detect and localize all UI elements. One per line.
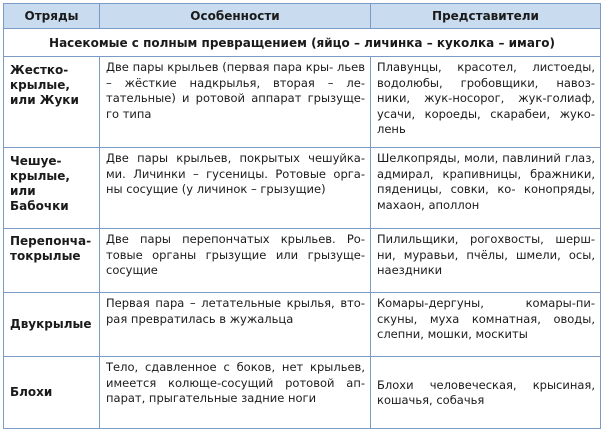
representatives-cell: Шелкопряды, моли, павлиний глаз, адмирал, крапивницы, бражники, пяденицы, совки, ко- конопряды, махаон, аполлон [371,148,601,229]
order-cell: Чешуе- крылые, или Бабочки [4,148,100,229]
features-cell: Две пары крыльев (первая пара кры- льев – жёсткие надкрылья, вторая – ле- тательные) и ротовой аппарат грызуще- го типа [100,57,371,148]
group-row [4,29,601,57]
features-cell: Первая пара – летательные крылья, вто- рая превратилась в жужальца [100,293,371,357]
insect-orders-table-container [3,3,600,412]
header-representatives: Представители [371,4,601,29]
representatives-cell: Плавунцы, красотел, листоеды, водолюбы, гробовщики, навоз- ники, жук-носорог, жук-голиаф, усачи, короеды, скарабеи, жуко- лень [371,57,601,148]
representatives-cell: Пилильщики, рогохвосты, шерш- ни, муравьи, пчёлы, шмели, осы, наездники [371,229,601,293]
table-row [4,57,601,148]
order-cell: Жестко- крылые, или Жуки [4,57,100,148]
table-row [4,229,601,293]
order-cell: Перепонча- токрылые [4,229,100,293]
header-features: Особенности [100,4,371,29]
header-row [4,4,601,29]
representatives-cell: Блохи человеческая, крысиная, кошачья, собачья [371,357,601,429]
header-orders: Отряды [4,4,100,29]
table-row [4,148,601,229]
representatives-cell: Комары-дергуны, комары-пи- скуны, муха комнатная, оводы, слепни, мошки, москиты [371,293,601,357]
table-row [4,293,601,357]
group-title: Насекомые с полным превращением (яйцо – личинка – куколка – имаго) [4,29,601,57]
features-cell: Две пары перепончатых крыльев. Ро- товые органы грызущие или грызуще- сосущие [100,229,371,293]
insect-orders-table [3,3,601,429]
order-cell: Двукрылые [4,293,100,357]
order-cell: Блохи [4,357,100,429]
table-row [4,357,601,429]
features-cell: Две пары крыльев, покрытых чешуйка- ми. Личинки – гусеницы. Ротовые орга- ны сосущие (у личинок – грызущие) [100,148,371,229]
features-cell: Тело, сдавленное с боков, нет крыльев, имеется колюще-сосущий ротовой ап- парат, прыгательные задние ноги [100,357,371,429]
